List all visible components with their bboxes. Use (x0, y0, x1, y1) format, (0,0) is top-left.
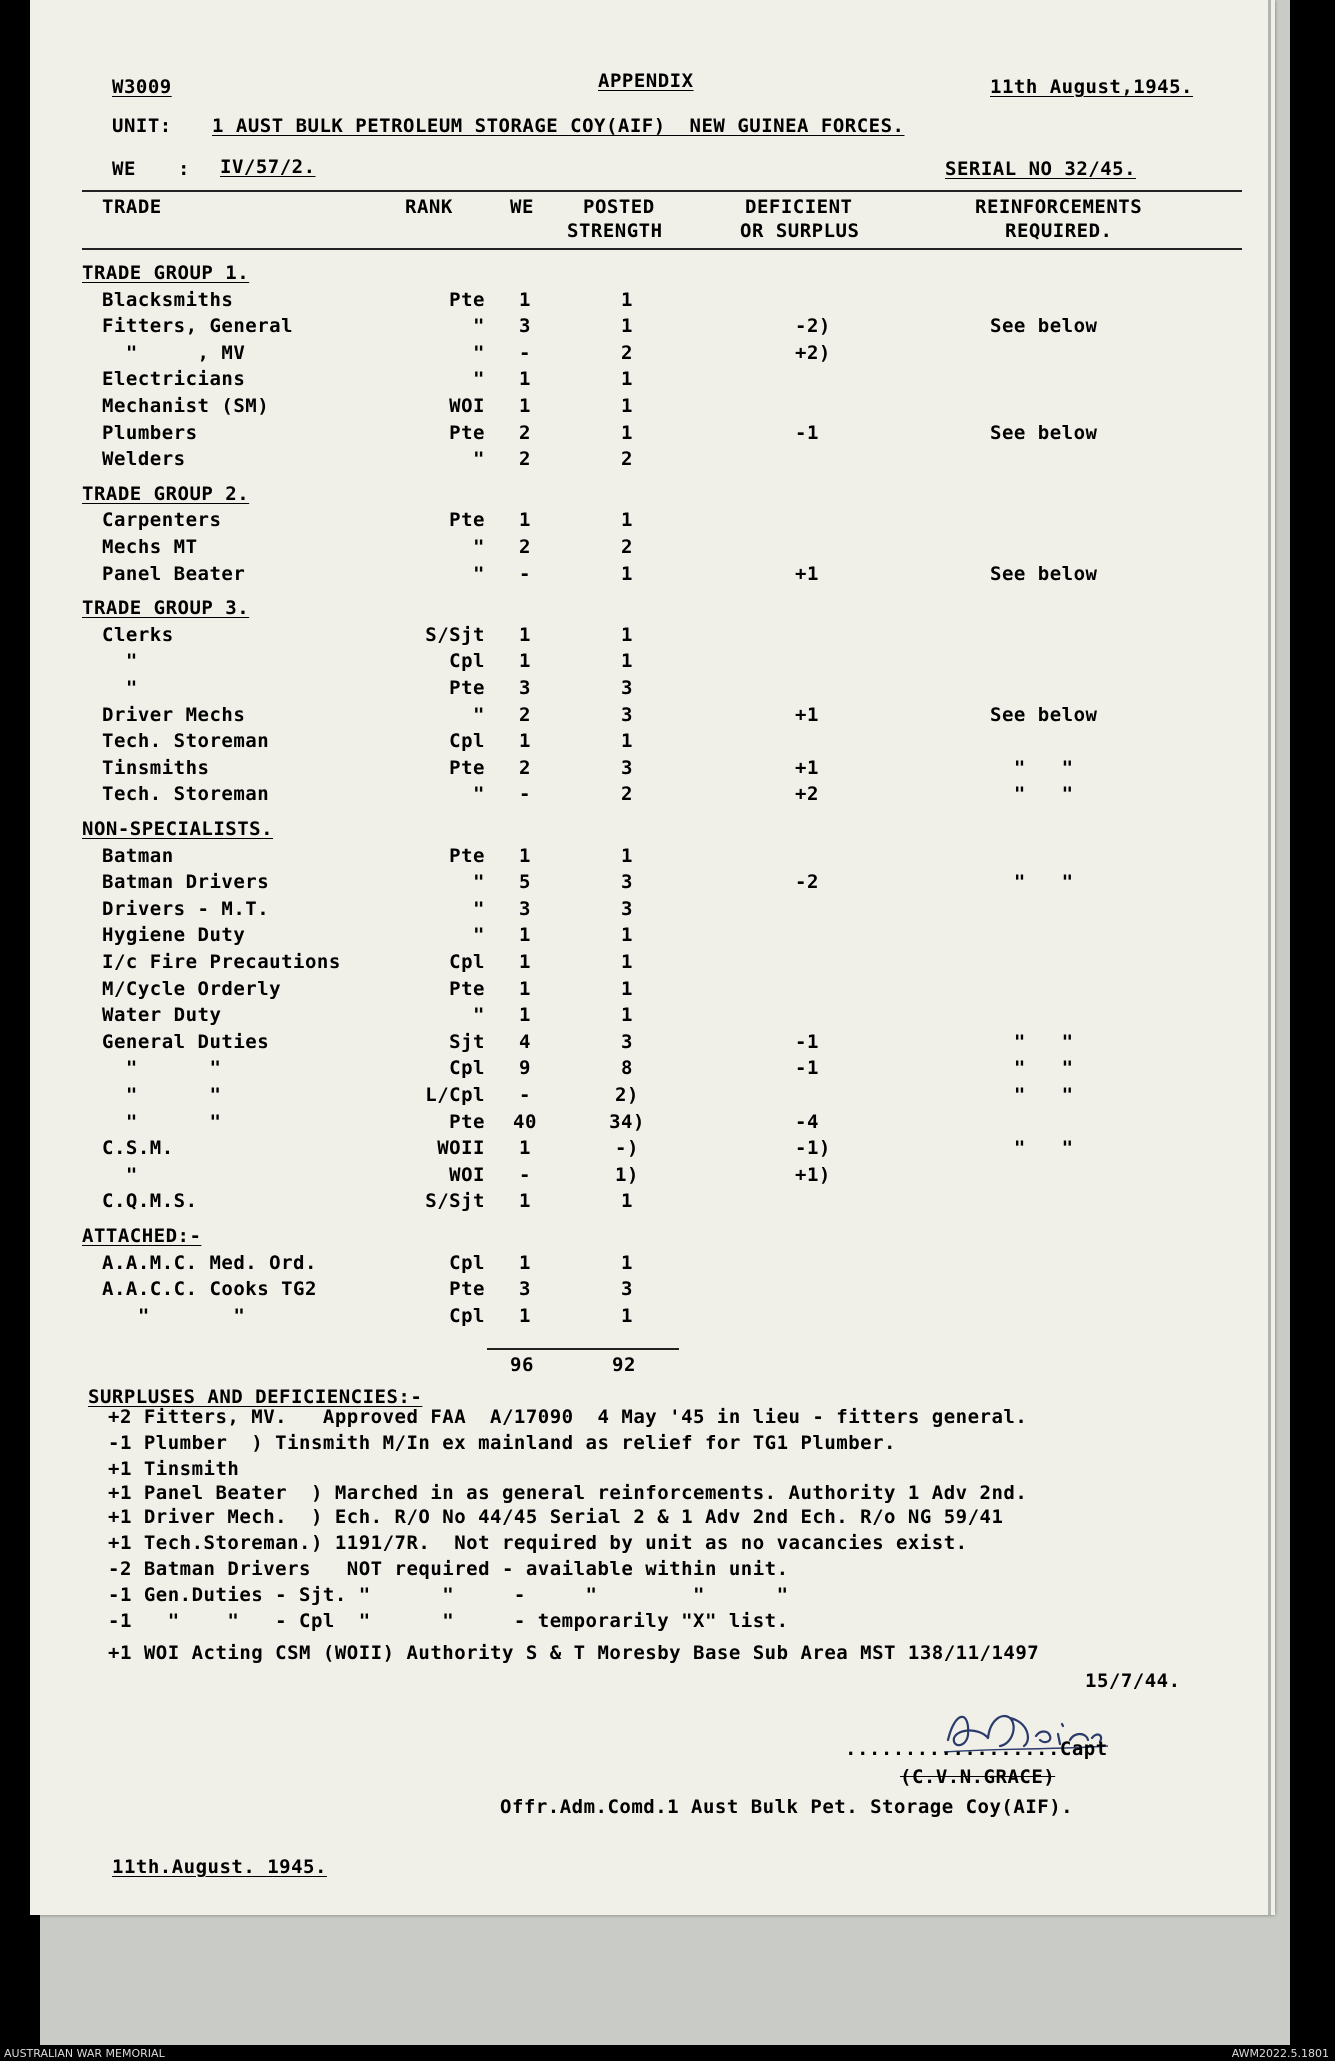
deficiency-cell: -4 (795, 1110, 819, 1133)
trade-cell: Hygiene Duty (102, 924, 246, 947)
we-cell: 2 (519, 536, 531, 558)
posted-cell: 2 (621, 783, 633, 806)
rank-cell: Pte (449, 1110, 485, 1133)
we-cell: 3 (519, 1278, 531, 1301)
column-rule (82, 248, 1242, 250)
trade-cell: Mechanist (SM) (102, 395, 270, 417)
trade-cell: Tech. Storeman (102, 783, 270, 806)
note-line: +2 Fitters, MV. Approved FAA A/17090 4 May '45 in lieu - fitters general. (108, 1406, 1028, 1428)
serial-number: SERIAL NO 32/45. (945, 158, 1137, 180)
document-date: 11th August,1945. (990, 76, 1193, 98)
note-line: -1 " " - Cpl " " - temporarily "X" list. (108, 1610, 789, 1632)
reinforcement-cell: " " (990, 871, 1074, 894)
we-cell: 4 (519, 1030, 531, 1053)
rank-cell: Pte (449, 756, 485, 779)
rank-cell: " (473, 783, 485, 806)
we-cell: 1 (519, 623, 531, 646)
posted-cell: 3 (621, 677, 633, 699)
trade-cell: C.Q.M.S. (102, 1190, 198, 1213)
reinforcement-cell: " " (990, 1137, 1074, 1160)
reinforcement-cell: " " (990, 756, 1074, 779)
we-label: WE (112, 158, 136, 180)
note-line: +1 Driver Mech. ) Ech. R/O No 44/45 Serial 2 & 1 Adv 2nd Ech. R/o NG 59/41 (108, 1506, 1004, 1528)
we-colon: : (178, 158, 190, 180)
posted-cell: 3 (621, 703, 633, 726)
posted-cell: 1 (621, 1304, 633, 1327)
we-cell: 3 (519, 677, 531, 699)
reinforcement-cell: " " (990, 1057, 1074, 1080)
trade-cell: Driver Mechs (102, 703, 246, 726)
we-cell: 1 (519, 288, 531, 311)
deficiency-cell: +2) (795, 341, 831, 364)
deficiency-cell: +1 (795, 756, 819, 779)
we-cell: 1 (519, 730, 531, 753)
trade-cell: Carpenters (102, 509, 222, 532)
trade-cell: Fitters, General (102, 315, 294, 338)
deficiency-cell: +2 (795, 783, 819, 806)
rank-cell: Pte (449, 509, 485, 532)
posted-cell: 1) (615, 1163, 639, 1186)
rank-cell: Pte (449, 977, 485, 1000)
deficiency-cell: +1 (795, 703, 819, 726)
we-cell: 2 (519, 703, 531, 726)
posted-cell: 2 (621, 341, 633, 364)
trade-cell: " " (102, 1057, 222, 1080)
rank-cell: Sjt (449, 1030, 485, 1053)
posted-cell: 1 (621, 562, 633, 585)
trade-cell: " " (102, 1084, 222, 1106)
we-cell: 1 (519, 368, 531, 391)
we-cell: 1 (519, 1004, 531, 1027)
archive-footer (0, 2045, 1335, 2061)
col-we: WE (510, 196, 534, 218)
we-cell: 1 (519, 650, 531, 673)
we-cell: 1 (519, 509, 531, 532)
rank-cell: Cpl (449, 650, 485, 673)
rank-cell: S/Sjt (425, 1190, 485, 1213)
rank-cell: " (473, 315, 485, 338)
rank-cell: Pte (449, 844, 485, 867)
deficiency-cell: -1 (795, 421, 819, 444)
unit-name: 1 AUST BULK PETROLEUM STORAGE COY(AIF) NEW GUINEA FORCES. (212, 115, 905, 137)
trade-cell: Batman Drivers (102, 871, 270, 894)
col-rank: RANK (405, 196, 453, 218)
total-posted: 92 (612, 1354, 636, 1376)
col-trade: TRADE (102, 196, 162, 218)
deficiency-cell: -1 (795, 1030, 819, 1053)
rank-cell: WOI (449, 1163, 485, 1186)
posted-cell: 1 (621, 951, 633, 973)
posted-cell: 1 (621, 1251, 633, 1274)
posted-cell: 3 (621, 1030, 633, 1053)
we-cell: 1 (519, 924, 531, 947)
we-cell: - (519, 1084, 531, 1106)
posted-cell: 1 (621, 977, 633, 1000)
group-heading: TRADE GROUP 3. (82, 597, 250, 620)
unit-label: UNIT: (112, 115, 172, 137)
col-posted: POSTED (583, 196, 655, 218)
col-required: REQUIRED. (1005, 220, 1113, 242)
reinforcement-cell: " " (990, 783, 1074, 806)
rank-cell: WOII (437, 1137, 485, 1160)
rank-cell: " (473, 1004, 485, 1027)
we-value: IV/57/2. (220, 156, 316, 178)
deficiency-cell: -1) (795, 1137, 831, 1160)
posted-cell: -) (615, 1137, 639, 1160)
we-cell: 2 (519, 756, 531, 779)
we-cell: 1 (519, 977, 531, 1000)
trade-cell: M/Cycle Orderly (102, 977, 282, 1000)
rank-cell: " (473, 341, 485, 364)
deficiency-cell: +1) (795, 1163, 831, 1186)
document-title: APPENDIX (598, 70, 694, 92)
reinforcement-cell: " " (990, 1030, 1074, 1053)
rank-cell: " (473, 703, 485, 726)
col-reinforcements: REINFORCEMENTS (975, 196, 1143, 218)
rank-cell: " (473, 897, 485, 920)
totals-rule (487, 1348, 679, 1350)
rank-cell: " (473, 368, 485, 391)
rank-cell: Pte (449, 1278, 485, 1301)
we-cell: 1 (519, 844, 531, 867)
rank-cell: L/Cpl (425, 1084, 485, 1106)
signing-date: 11th.August. 1945. (112, 1856, 327, 1878)
posted-cell: 1 (621, 315, 633, 338)
trade-cell: Mechs MT (102, 536, 198, 558)
trade-cell: Panel Beater (102, 562, 246, 585)
posted-cell: 1 (621, 509, 633, 532)
rank-cell: " (473, 536, 485, 558)
reinforcement-cell: See below (990, 315, 1098, 338)
we-cell: 2 (519, 448, 531, 471)
posted-cell: 1 (621, 844, 633, 867)
group-heading: TRADE GROUP 2. (82, 482, 250, 505)
rank-cell: WOI (449, 395, 485, 417)
office-title: Offr.Adm.Comd.1 Aust Bulk Pet. Storage Coy(AIF). (500, 1796, 1074, 1818)
trade-cell: Tech. Storeman (102, 730, 270, 753)
posted-cell: 1 (621, 650, 633, 673)
reinforcement-cell: See below (990, 562, 1098, 585)
note-line: +1 WOI Acting CSM (WOII) Authority S & T Moresby Base Sub Area MST 138/11/1497 (108, 1642, 1040, 1664)
posted-cell: 2 (621, 448, 633, 471)
trade-cell: A.A.M.C. Med. Ord. (102, 1251, 317, 1274)
we-cell: 1 (519, 1304, 531, 1327)
trade-cell: Electricians (102, 368, 246, 391)
we-cell: - (519, 341, 531, 364)
we-cell: - (519, 1163, 531, 1186)
posted-cell: 3 (621, 871, 633, 894)
posted-cell: 1 (621, 368, 633, 391)
note-line: -1 Gen.Duties - Sjt. " " - " " " (108, 1584, 789, 1606)
signature-line: ..................Capt (845, 1738, 1108, 1760)
rank-cell: Pte (449, 421, 485, 444)
rank-cell: Pte (449, 288, 485, 311)
group-heading: TRADE GROUP 1. (82, 262, 250, 284)
posted-cell: 1 (621, 395, 633, 417)
we-cell: 9 (519, 1057, 531, 1080)
page-edge (1268, 0, 1271, 1915)
trade-cell: C.S.M. (102, 1137, 174, 1160)
archive-name: AUSTRALIAN WAR MEMORIAL (4, 2047, 165, 2060)
rank-cell: Cpl (449, 730, 485, 753)
notes-title: SURPLUSES AND DEFICIENCIES:- (88, 1386, 423, 1408)
deficiency-cell: -2 (795, 871, 819, 894)
trade-cell: " " (102, 1110, 222, 1133)
posted-cell: 1 (621, 730, 633, 753)
we-cell: 5 (519, 871, 531, 894)
col-surplus: OR SURPLUS (740, 220, 860, 242)
trade-cell: " (102, 1163, 138, 1186)
rank-cell: Pte (449, 677, 485, 699)
posted-cell: 2 (621, 536, 633, 558)
trade-cell: Batman (102, 844, 174, 867)
col-strength: STRENGTH (567, 220, 663, 242)
note-line: -1 Plumber ) Tinsmith M/In ex mainland as relief for TG1 Plumber. (108, 1432, 896, 1454)
note-line: -2 Batman Drivers NOT required - available within unit. (108, 1558, 789, 1580)
trade-cell: " (102, 677, 138, 699)
rank-cell: S/Sjt (425, 623, 485, 646)
we-cell: - (519, 562, 531, 585)
posted-cell: 1 (621, 1190, 633, 1213)
trade-cell: Tinsmiths (102, 756, 210, 779)
group-heading: NON-SPECIALISTS. (82, 818, 274, 840)
posted-cell: 8 (621, 1057, 633, 1080)
posted-cell: 3 (621, 1278, 633, 1301)
trade-cell: Clerks (102, 623, 174, 646)
note-line: +1 Tech.Storeman.) 1191/7R. Not required by unit as no vacancies exist. (108, 1532, 968, 1554)
posted-cell: 1 (621, 623, 633, 646)
posted-cell: 34) (609, 1110, 645, 1133)
we-cell: 1 (519, 395, 531, 417)
we-cell: 1 (519, 951, 531, 973)
rank-cell: Cpl (449, 951, 485, 973)
group-heading: ATTACHED:- (82, 1225, 202, 1247)
we-cell: 2 (519, 421, 531, 444)
rank-cell: Cpl (449, 1304, 485, 1327)
we-cell: 40 (513, 1110, 537, 1133)
reinforcement-cell: " " (990, 1084, 1074, 1106)
note-line: +1 Tinsmith (108, 1458, 240, 1480)
posted-cell: 2) (615, 1084, 639, 1106)
deficiency-cell: +1 (795, 562, 819, 585)
trade-cell: Blacksmiths (102, 288, 234, 311)
reinforcement-cell: See below (990, 421, 1098, 444)
col-deficient: DEFICIENT (745, 196, 853, 218)
rank-cell: Cpl (449, 1251, 485, 1274)
we-cell: 1 (519, 1190, 531, 1213)
rank-cell: " (473, 562, 485, 585)
we-cell: 3 (519, 315, 531, 338)
trade-cell: A.A.C.C. Cooks TG2 (102, 1278, 317, 1301)
posted-cell: 3 (621, 756, 633, 779)
posted-cell: 1 (621, 924, 633, 947)
note-line: +1 Panel Beater ) Marched in as general reinforcements. Authority 1 Adv 2nd. (108, 1482, 1028, 1504)
reinforcement-cell: See below (990, 703, 1098, 726)
trade-cell: " " (102, 1304, 246, 1327)
trade-cell: Welders (102, 448, 186, 471)
we-cell: 1 (519, 1251, 531, 1274)
trade-cell: General Duties (102, 1030, 270, 1053)
deficiency-cell: -2) (795, 315, 831, 338)
trade-cell: Water Duty (102, 1004, 222, 1027)
header-rule (82, 190, 1242, 192)
rank-cell: " (473, 871, 485, 894)
struck-name: (C.V.N.GRACE) (900, 1766, 1056, 1788)
note-line: 15/7/44. (1085, 1670, 1181, 1692)
total-we: 96 (510, 1354, 534, 1376)
posted-cell: 3 (621, 897, 633, 920)
trade-cell: " (102, 650, 138, 673)
we-cell: 3 (519, 897, 531, 920)
archive-id: AWM2022.5.1801 (1231, 2047, 1329, 2060)
document-ref: W3009 (112, 76, 172, 98)
posted-cell: 1 (621, 1004, 633, 1027)
rank-cell: " (473, 448, 485, 471)
trade-cell: " , MV (102, 341, 246, 364)
posted-cell: 1 (621, 421, 633, 444)
posted-cell: 1 (621, 288, 633, 311)
deficiency-cell: -1 (795, 1057, 819, 1080)
we-cell: - (519, 783, 531, 806)
trade-cell: I/c Fire Precautions (102, 951, 341, 973)
rank-cell: " (473, 924, 485, 947)
trade-cell: Plumbers (102, 421, 198, 444)
trade-cell: Drivers - M.T. (102, 897, 270, 920)
we-cell: 1 (519, 1137, 531, 1160)
rank-cell: Cpl (449, 1057, 485, 1080)
